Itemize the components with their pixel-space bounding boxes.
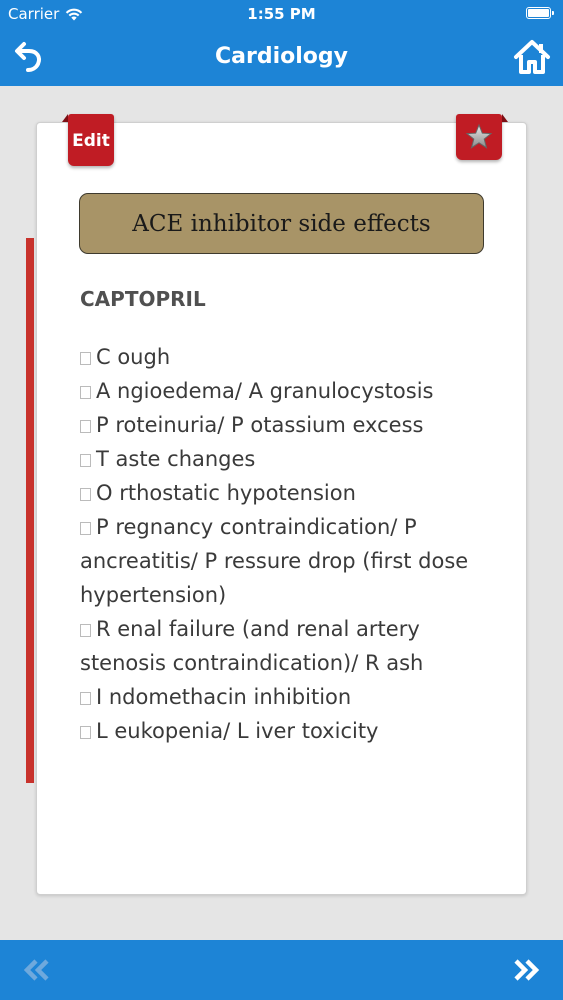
list-item-text: R enal failure (and renal artery stenosis contraindication)/ R ash (80, 617, 424, 675)
list-item-text: O rthostatic hypotension (96, 481, 356, 505)
list-item (80, 374, 500, 408)
list-item (80, 510, 500, 612)
list-item (80, 476, 500, 510)
navigation-bar (0, 28, 563, 86)
missing-glyph-box-icon (80, 692, 91, 705)
double-chevron-right-icon[interactable] (511, 958, 541, 982)
list-item (80, 680, 500, 714)
status-time: 1:55 PM (247, 5, 316, 23)
list-item-text: T aste changes (96, 447, 256, 471)
status-bar (0, 0, 563, 28)
missing-glyph-box-icon (80, 488, 91, 501)
red-margin-stripe (26, 238, 34, 783)
bottom-toolbar (0, 940, 563, 1000)
missing-glyph-box-icon (80, 624, 91, 637)
page-title: Cardiology (215, 44, 348, 69)
battery-icon (526, 7, 551, 19)
carrier-label: Carrier (8, 5, 60, 23)
topic-heading: ACE inhibitor side effects (79, 193, 484, 254)
list-item-text: L eukopenia/ L iver toxicity (96, 719, 379, 743)
list-item-text: P roteinuria/ P otassium excess (96, 413, 424, 437)
double-chevron-left-icon[interactable] (22, 958, 52, 982)
list-item (80, 340, 500, 374)
list-item (80, 714, 500, 748)
missing-glyph-box-icon (80, 386, 91, 399)
drug-name: CAPTOPRIL (80, 287, 206, 311)
list-item-text: C ough (96, 345, 171, 369)
top-bar (0, 0, 563, 86)
missing-glyph-box-icon (80, 522, 91, 535)
list-item (80, 442, 500, 476)
list-item (80, 612, 500, 680)
star-icon (465, 123, 493, 151)
list-item (80, 408, 500, 442)
list-item-text: I ndomethacin inhibition (96, 685, 352, 709)
missing-glyph-box-icon (80, 352, 91, 365)
list-item-text: A ngioedema/ A granulocystosis (96, 379, 434, 403)
missing-glyph-box-icon (80, 726, 91, 739)
side-effects-list (80, 340, 500, 748)
home-icon[interactable] (513, 38, 551, 76)
edit-button[interactable]: Edit (68, 114, 114, 166)
list-item-text: P regnancy contraindication/ P ancreatitis/ P ressure drop (first dose hypertension) (80, 515, 469, 607)
favorite-button[interactable] (456, 114, 502, 160)
missing-glyph-box-icon (80, 420, 91, 433)
missing-glyph-box-icon (80, 454, 91, 467)
